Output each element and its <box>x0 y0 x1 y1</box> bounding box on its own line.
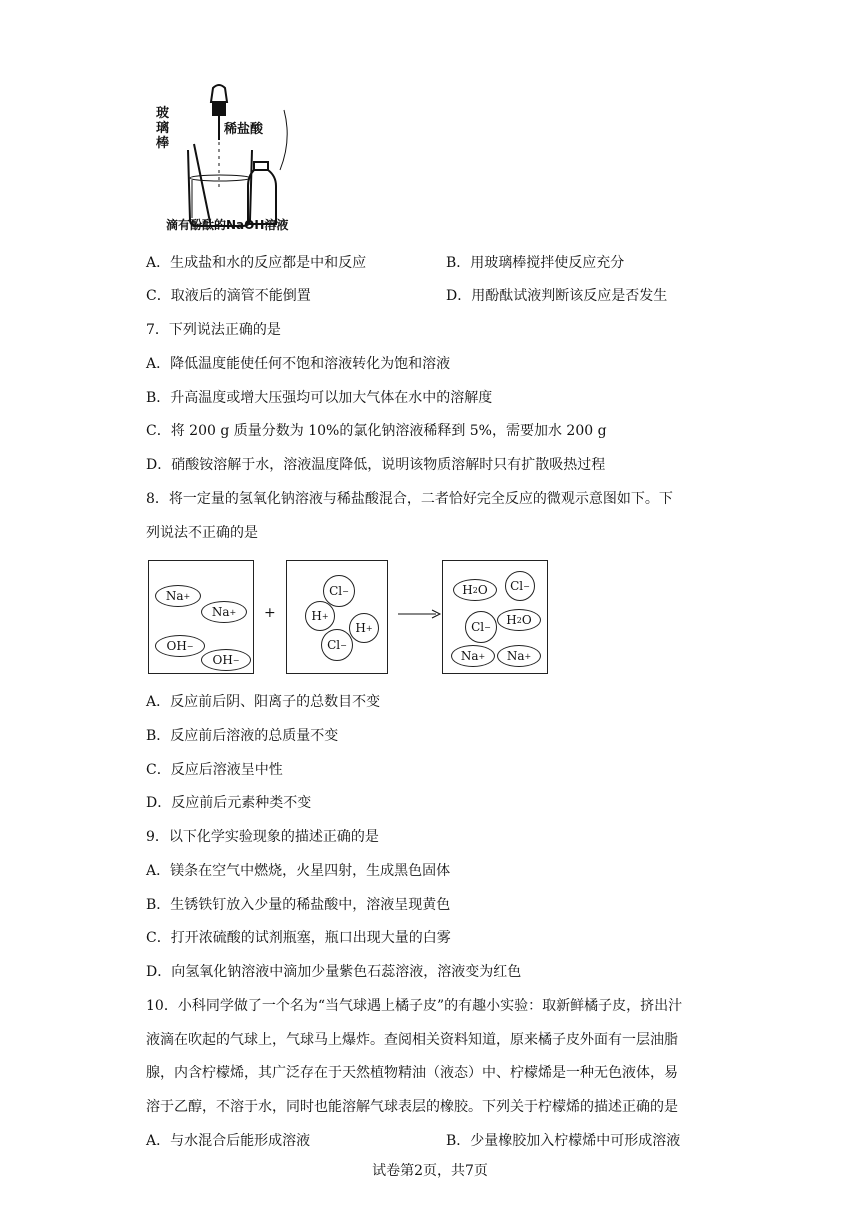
q8-stem-line2: 列说法不正确的是 <box>146 525 258 541</box>
q6-option-c: C．取液后的滴管不能倒置 <box>146 288 311 304</box>
q8-option-c: C．反应后溶液呈中性 <box>146 762 283 778</box>
ion-cl-2: Cl − <box>321 629 353 661</box>
beaker-figure <box>150 80 300 240</box>
q10-stem-line3: 腺，内含柠檬烯，其广泛存在于天然植物精油（液态）中、柠檬烯是一种无色液体，易 <box>146 1065 678 1081</box>
q9-option-b: B．生锈铁钉放入少量的稀盐酸中，溶液呈现黄色 <box>146 897 451 913</box>
q10-stem-line1: 10．小科同学做了一个名为“当气球遇上橘子皮”的有趣小实验：取新鲜橘子皮，挤出汁 <box>146 998 683 1014</box>
q8-option-d: D．反应前后元素种类不变 <box>146 795 312 811</box>
ion-h-2: H + <box>349 613 379 643</box>
q8-option-a: A．反应前后阴、阳离子的总数目不变 <box>146 694 381 710</box>
ion-oh-2: OH − <box>201 649 251 671</box>
ion-cl-4: Cl − <box>465 611 497 643</box>
beaker-caption: 滴有酚酞的NaOH溶液 <box>166 218 289 232</box>
q7-stem: 7．下列说法正确的是 <box>146 322 281 338</box>
q7-option-c: C．将 200 g 质量分数为 10%的氯化钠溶液稀释到 5%，需要加水 200 g <box>146 423 607 439</box>
ion-na-2: Na + <box>201 601 247 623</box>
product-ions-box <box>442 560 548 674</box>
page-footer: 试卷第2页，共7页 <box>372 1163 488 1179</box>
q10-option-a: A．与水混合后能形成溶液 <box>146 1133 311 1149</box>
ion-cl-1: Cl − <box>323 575 355 607</box>
ion-na-1: Na + <box>155 585 201 607</box>
hydrochloric-acid-label: 稀盐酸 <box>224 122 264 137</box>
ion-oh-1: OH − <box>155 635 205 657</box>
ion-na-4: Na + <box>497 645 541 667</box>
ion-cl-3: Cl − <box>505 571 535 601</box>
plus-sign: + <box>264 605 276 621</box>
q9-option-c: C．打开浓硫酸的试剂瓶塞，瓶口出现大量的白雾 <box>146 930 451 946</box>
q10-option-b: B．少量橡胶加入柠檬烯中可形成溶液 <box>446 1133 681 1149</box>
q8-stem-line1: 8．将一定量的氢氧化钠溶液与稀盐酸混合，二者恰好完全反应的微观示意图如下。下 <box>146 491 673 507</box>
molecule-h2o-2: H 2 O <box>497 609 541 631</box>
q9-option-d: D．向氢氧化钠溶液中滴加少量紫色石蕊溶液，溶液变为红色 <box>146 964 522 980</box>
q6-option-b: B．用玻璃棒搅拌使反应充分 <box>446 255 625 271</box>
q7-option-a: A．降低温度能使任何不饱和溶液转化为饱和溶液 <box>146 356 451 372</box>
q7-option-d: D．硝酸铵溶解于水，溶液温度降低，说明该物质溶解时只有扩散吸热过程 <box>146 457 606 473</box>
hcl-ions-box <box>286 560 388 674</box>
molecule-h2o-1: H 2 O <box>453 579 497 601</box>
q10-stem-line4: 溶于乙醇，不溶于水，同时也能溶解气球表层的橡胶。下列关于柠檬烯的描述正确的是 <box>146 1099 678 1115</box>
q10-stem-line2: 液滴在吹起的气球上，气球马上爆炸。查阅相关资料知道，原来橘子皮外面有一层油脂 <box>146 1032 678 1048</box>
ion-h-1: H + <box>305 601 335 631</box>
q7-option-b: B．升高温度或增大压强均可以加大气体在水中的溶解度 <box>146 390 493 406</box>
reaction-arrow <box>398 608 442 620</box>
ion-na-3: Na + <box>451 645 495 667</box>
naoh-ions-box <box>148 560 254 674</box>
q6-option-d: D．用酚酞试液判断该反应是否发生 <box>446 288 668 304</box>
glass-rod-label: 玻 璃 棒 <box>156 106 170 151</box>
q6-option-a: A．生成盐和水的反应都是中和反应 <box>146 255 367 271</box>
q9-stem: 9．以下化学实验现象的描述正确的是 <box>146 829 379 845</box>
q9-option-a: A．镁条在空气中燃烧，火星四射，生成黑色固体 <box>146 863 451 879</box>
q8-option-b: B．反应前后溶液的总质量不变 <box>146 728 339 744</box>
